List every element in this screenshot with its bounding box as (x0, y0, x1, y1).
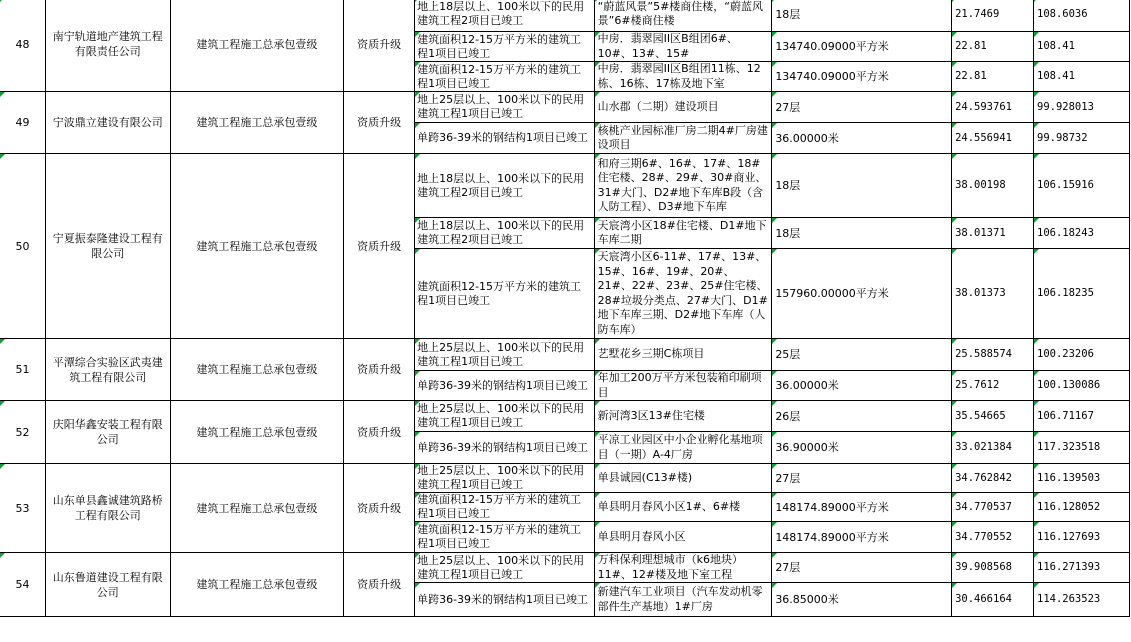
latitude-cell: 34.770537 (952, 493, 1034, 522)
project-name-cell: 中房．翡翠园II区B组团6#、10#、13#、15# (594, 32, 772, 62)
company-name-cell: 平潭综合实验区武夷建筑工程有限公司 (45, 339, 170, 401)
longitude-cell: 106.18235 (1034, 249, 1130, 339)
project-name-cell: 年加工200万平方米包装箱印刷项目 (594, 371, 772, 401)
project-name-cell: 单县诚园(C13#楼) (594, 464, 772, 493)
project-name-cell: 天宸湾小区18#住宅楼、D1#地下车库二期 (594, 218, 772, 249)
requirement-cell: 建筑面积12-15万平方米的建筑工程1项目已竣工 (415, 249, 595, 339)
company-name-cell: 庆阳华鑫安装工程有限公司 (45, 401, 170, 464)
latitude-cell: 38.00198 (952, 154, 1034, 218)
requirement-cell: 地上25层以上、100米以下的民用建筑工程1项目已竣工 (415, 464, 595, 493)
qualification-cell: 建筑工程施工总承包壹级 (170, 0, 344, 92)
project-name-cell: 艺墅花乡三期C栋项目 (594, 339, 772, 371)
project-scale-cell: 157960.00000平方米 (772, 249, 952, 339)
serial-number-cell: 51 (0, 339, 45, 401)
table-row (0, 339, 1130, 371)
latitude-cell: 24.593761 (952, 92, 1034, 123)
requirement-cell: 地上25层以上、100米以下的民用建筑工程1项目已竣工 (415, 553, 595, 583)
application-type-cell: 资质升级 (344, 464, 415, 553)
longitude-cell: 108.41 (1034, 32, 1130, 62)
requirement-cell: 地上25层以上、100米以下的民用建筑工程1项目已竣工 (415, 401, 595, 432)
longitude-cell: 116.139503 (1034, 464, 1130, 493)
requirement-cell: 建筑面积12-15万平方米的建筑工程1项目已竣工 (415, 32, 595, 62)
serial-number-cell: 50 (0, 154, 45, 339)
latitude-cell: 22.81 (952, 62, 1034, 92)
latitude-cell: 22.81 (952, 32, 1034, 62)
longitude-cell: 108.41 (1034, 62, 1130, 92)
table-row (0, 401, 1130, 432)
requirement-cell: 单跨36-39米的钢结构1项目已竣工 (415, 123, 595, 154)
company-name-cell: 宁波鼎立建设有限公司 (45, 92, 170, 154)
project-scale-cell: 18层 (772, 0, 952, 32)
longitude-cell: 99.98732 (1034, 123, 1130, 154)
longitude-cell: 106.15916 (1034, 154, 1130, 218)
project-scale-cell: 148174.89000平方米 (772, 522, 952, 553)
project-name-cell: 和府三期6#、16#、17#、18#住宅楼、28#、29#、30#商业、31#大门、D2#地下车库B段（含人防工程）、D3#地下车库 (594, 154, 772, 218)
application-type-cell: 资质升级 (344, 401, 415, 464)
longitude-cell: 99.928013 (1034, 92, 1130, 123)
latitude-cell: 21.7469 (952, 0, 1034, 32)
project-scale-cell: 36.00000米 (772, 123, 952, 154)
project-name-cell: 新建汽车工业项目（汽车发动机零部件生产基地）1#厂房 (594, 583, 772, 617)
requirement-cell: 建筑面积12-15万平方米的建筑工程1项目已竣工 (415, 62, 595, 92)
requirement-cell: 地上18层以上、100米以下的民用建筑工程2项目已竣工 (415, 0, 595, 32)
table-row (0, 553, 1130, 583)
requirement-cell: 建筑面积12-15万平方米的建筑工程1项目已竣工 (415, 522, 595, 553)
project-scale-cell: 134740.09000平方米 (772, 32, 952, 62)
longitude-cell: 100.23206 (1034, 339, 1130, 371)
qualification-cell: 建筑工程施工总承包壹级 (170, 553, 344, 617)
qualification-cell: 建筑工程施工总承包壹级 (170, 401, 344, 464)
project-scale-cell: 36.85000米 (772, 583, 952, 617)
requirement-cell: 地上18层以上、100米以下的民用建筑工程2项目已竣工 (415, 154, 595, 218)
serial-number-cell: 49 (0, 92, 45, 154)
table-row (0, 0, 1130, 32)
project-name-cell: “蔚蓝风景”5#楼商住楼，“蔚蓝风景”6#楼商住楼 (594, 0, 772, 32)
project-name-cell: 单县明月春风小区1#、6#楼 (594, 493, 772, 522)
project-scale-cell: 134740.09000平方米 (772, 62, 952, 92)
application-type-cell: 资质升级 (344, 553, 415, 617)
latitude-cell: 38.01371 (952, 218, 1034, 249)
requirement-cell: 建筑面积12-15万平方米的建筑工程1项目已竣工 (415, 493, 595, 522)
latitude-cell: 24.556941 (952, 123, 1034, 154)
company-name-cell: 山东单县鑫诚建筑路桥工程有限公司 (45, 464, 170, 553)
company-name-cell: 南宁轨道地产建筑工程有限责任公司 (45, 0, 170, 92)
latitude-cell: 39.908568 (952, 553, 1034, 583)
latitude-cell: 25.7612 (952, 371, 1034, 401)
qualification-cell: 建筑工程施工总承包壹级 (170, 464, 344, 553)
project-name-cell: 天宸湾小区6-11#、17#、13#、15#、16#、19#、20#、21#、22#、23#、25#住宅楼、28#垃圾分类点、27#大门、D1#地下车库三期、D2#地下车库（人防车库） (594, 249, 772, 339)
serial-number-cell: 48 (0, 0, 45, 92)
latitude-cell: 35.54665 (952, 401, 1034, 432)
project-scale-cell: 27层 (772, 553, 952, 583)
project-scale-cell: 18层 (772, 218, 952, 249)
requirement-cell: 单跨36-39米的钢结构1项目已竣工 (415, 371, 595, 401)
project-scale-cell: 27层 (772, 92, 952, 123)
application-type-cell: 资质升级 (344, 0, 415, 92)
project-scale-cell: 18层 (772, 154, 952, 218)
latitude-cell: 34.762842 (952, 464, 1034, 493)
longitude-cell: 106.18243 (1034, 218, 1130, 249)
qualification-cell: 建筑工程施工总承包壹级 (170, 154, 344, 339)
requirement-cell: 单跨36-39米的钢结构1项目已竣工 (415, 432, 595, 464)
longitude-cell: 117.323518 (1034, 432, 1130, 464)
requirement-cell: 地上25层以上、100米以下的民用建筑工程1项目已竣工 (415, 339, 595, 371)
latitude-cell: 34.770552 (952, 522, 1034, 553)
latitude-cell: 25.588574 (952, 339, 1034, 371)
longitude-cell: 114.263523 (1034, 583, 1130, 617)
serial-number-cell: 52 (0, 401, 45, 464)
project-scale-cell: 26层 (772, 401, 952, 432)
application-type-cell: 资质升级 (344, 92, 415, 154)
application-type-cell: 资质升级 (344, 154, 415, 339)
longitude-cell: 100.130086 (1034, 371, 1130, 401)
serial-number-cell: 54 (0, 553, 45, 617)
project-name-cell: 单县明月春风小区 (594, 522, 772, 553)
latitude-cell: 30.466164 (952, 583, 1034, 617)
longitude-cell: 108.6036 (1034, 0, 1130, 32)
application-type-cell: 资质升级 (344, 339, 415, 401)
longitude-cell: 116.127693 (1034, 522, 1130, 553)
project-scale-cell: 25层 (772, 339, 952, 371)
company-name-cell: 山东鲁道建设工程有限公司 (45, 553, 170, 617)
table-row (0, 154, 1130, 218)
serial-number-cell: 53 (0, 464, 45, 553)
project-scale-cell: 148174.89000平方米 (772, 493, 952, 522)
requirement-cell: 单跨36-39米的钢结构1项目已竣工 (415, 583, 595, 617)
project-name-cell: 山水郡（二期）建设项目 (594, 92, 772, 123)
latitude-cell: 33.021384 (952, 432, 1034, 464)
company-name-cell: 宁夏振泰隆建设工程有限公司 (45, 154, 170, 339)
table-row (0, 464, 1130, 493)
project-scale-cell: 36.90000米 (772, 432, 952, 464)
longitude-cell: 116.271393 (1034, 553, 1130, 583)
project-name-cell: 中房．翡翠园II区B组团11栋、12栋、16栋、17栋及地下室 (594, 62, 772, 92)
longitude-cell: 116.128052 (1034, 493, 1130, 522)
requirement-cell: 地上25层以上、100米以下的民用建筑工程1项目已竣工 (415, 92, 595, 123)
longitude-cell: 106.71167 (1034, 401, 1130, 432)
latitude-cell: 38.01373 (952, 249, 1034, 339)
qualification-cell: 建筑工程施工总承包壹级 (170, 92, 344, 154)
table-row (0, 92, 1130, 123)
project-scale-cell: 36.00000米 (772, 371, 952, 401)
project-name-cell: 平凉工业园区中小企业孵化基地项目（一期）A-4厂房 (594, 432, 772, 464)
project-scale-cell: 27层 (772, 464, 952, 493)
project-name-cell: 万科保利理想城市（k6地块）11#、12#楼及地下室工程 (594, 553, 772, 583)
qualification-cell: 建筑工程施工总承包壹级 (170, 339, 344, 401)
requirement-cell: 地上18层以上、100米以下的民用建筑工程2项目已竣工 (415, 218, 595, 249)
project-name-cell: 新河湾3区13#住宅楼 (594, 401, 772, 432)
project-name-cell: 核桃产业园标准厂房二期4#厂房建设项目 (594, 123, 772, 154)
